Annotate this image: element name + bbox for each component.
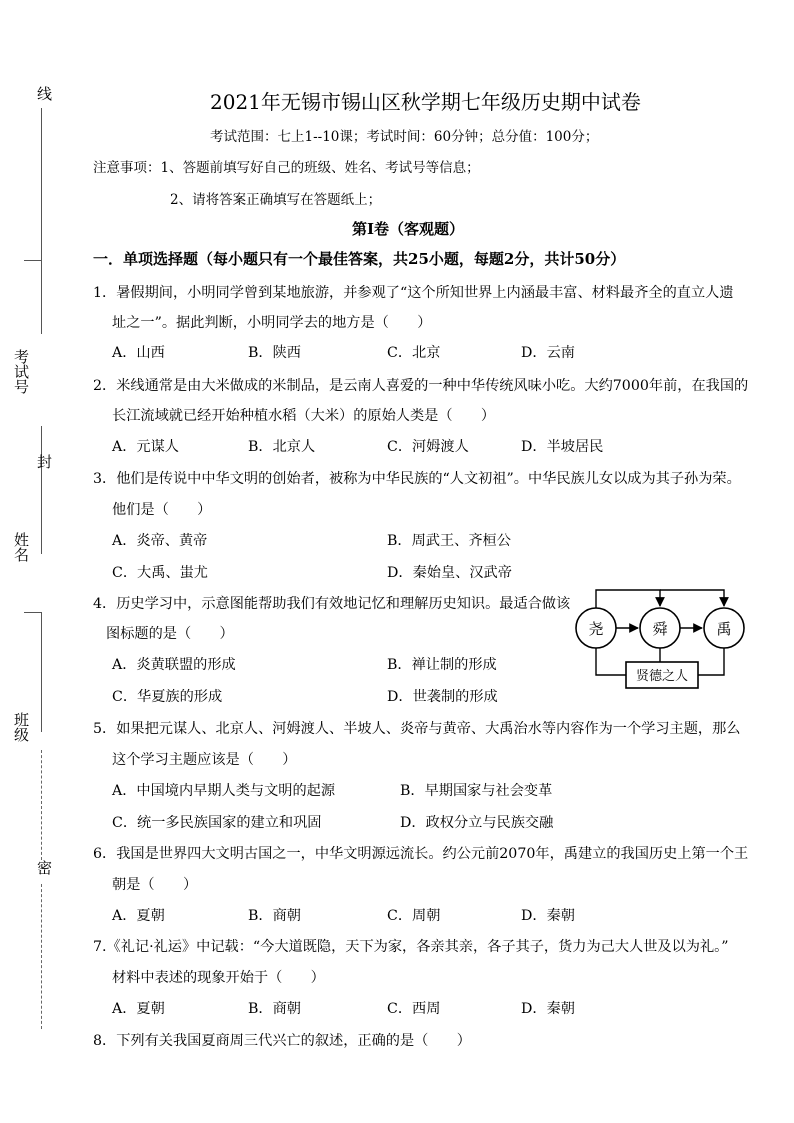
sidebar-seal-label: 封 [35, 454, 53, 469]
abdication-diagram [572, 584, 752, 694]
q6-option-a: A．夏朝 [112, 908, 165, 924]
question-4-line-2: 图标题的是（ ） [106, 626, 234, 642]
q6-option-d: D．秦朝 [521, 908, 575, 924]
line-yao-box [596, 648, 626, 675]
sidebar-line-mid2 [41, 478, 42, 554]
question-5-line-2: 这个学习主题应该是（ ） [112, 752, 297, 768]
sidebar-dash-1 [41, 750, 42, 860]
q3-option-a: A．炎帝、黄帝 [112, 533, 208, 549]
sidebar-tick-2 [24, 612, 42, 613]
q5-option-a: A．中国境内早期人类与文明的起源 [112, 783, 336, 799]
line-box-yu [698, 648, 724, 675]
q1-option-c: C．北京 [387, 345, 441, 361]
q7-option-c: C．西周 [387, 1001, 441, 1017]
question-8-line-1: 8．下列有关我国夏商周三代兴亡的叙述，正确的是（ ） [93, 1033, 471, 1049]
question-1-line-1: 1．暑假期间，小明同学曾到某地旅游，并参观了“这个所知世界上内涵最丰富、材料最齐全的直立人遗 [93, 285, 734, 301]
sidebar-class-label: 班级 [12, 712, 30, 742]
q7-option-d: D．秦朝 [521, 1001, 575, 1017]
exam-info: 考试范围：七上1--10课；考试时间：60分钟；总分值：100分； [210, 129, 599, 145]
question-7-line-2: 材料中表述的现象开始于（ ） [112, 970, 325, 986]
q2-option-c: C．河姆渡人 [387, 439, 469, 455]
sidebar-line-top [41, 108, 42, 334]
q2-option-b: B．北京人 [248, 439, 316, 455]
arrow-top-shun-yu [660, 590, 724, 606]
q7-option-b: B．商朝 [248, 1001, 301, 1017]
sidebar-name-label: 姓名 [12, 532, 30, 562]
part-heading: 第Ⅰ卷（客观题） [352, 220, 465, 238]
question-2-line-2: 长江流域就已经开始种植水稻（大米）的原始人类是（ ） [112, 408, 496, 424]
q4-option-c: C．华夏族的形成 [112, 689, 223, 705]
question-3-line-1: 3．他们是传说中中华文明的创始者，被称为中华民族的“人文初祖”。中华民族儿女以成为其子孙为荣。 [93, 471, 741, 487]
sidebar-line-mid1 [41, 426, 42, 478]
question-3-line-2: 他们是（ ） [112, 502, 212, 518]
yao-label: 尧 [588, 620, 604, 638]
question-6-line-2: 朝是（ ） [112, 877, 198, 893]
exam-title: 2021年无锡市锡山区秋学期七年级历史期中试卷 [210, 90, 641, 114]
notice-line-2: 2、请将答案正确填写在答题纸上； [170, 192, 382, 208]
sidebar-tick-1 [24, 260, 42, 261]
yu-label: 禹 [716, 620, 732, 638]
q2-option-d: D．半坡居民 [521, 439, 604, 455]
question-4-line-1: 4．历史学习中，示意图能帮助我们有效地记忆和理解历史知识。最适合做该 [93, 596, 571, 612]
q5-option-c: C．统一多民族国家的建立和巩固 [112, 815, 322, 831]
q4-option-b: B．禅让制的形成 [387, 657, 497, 673]
arrow-top-yao-shun [596, 590, 660, 608]
question-2-line-1: 2．米线通常是由大米做成的米制品，是云南人喜爱的一种中华传统风味小吃。大约7000年前，在我国的 [93, 378, 749, 394]
q1-option-d: D．云南 [521, 345, 575, 361]
q5-option-b: B．早期国家与社会变革 [400, 783, 553, 799]
q6-option-b: B．商朝 [248, 908, 301, 924]
q3-option-b: B．周武王、齐桓公 [387, 533, 511, 549]
shun-label: 舜 [652, 620, 668, 638]
sidebar-line-label: 线 [35, 86, 53, 101]
q4-option-a: A．炎黄联盟的形成 [112, 657, 236, 673]
sidebar-secret-label: 密 [35, 860, 53, 875]
question-1-line-2: 址之一”。据此判断，小明同学去的地方是（ ） [112, 315, 432, 331]
q3-option-d: D．秦始皇、汉武帝 [387, 565, 512, 581]
q6-option-c: C．周朝 [387, 908, 441, 924]
q7-option-a: A．夏朝 [112, 1001, 165, 1017]
question-6-line-1: 6．我国是世界四大文明古国之一，中华文明源远流长。约公元前2070年，禹建立的我国历史上第一个王 [93, 846, 749, 862]
question-5-line-1: 5．如果把元谋人、北京人、河姆渡人、半坡人、炎帝与黄帝、大禹治水等内容作为一个学习主题，那么 [93, 721, 741, 737]
sidebar-exam-no-label: 考试号 [12, 349, 30, 394]
q5-option-d: D．政权分立与民族交融 [400, 815, 554, 831]
q1-option-a: A．山西 [112, 345, 165, 361]
section-heading: 一．单项选择题（每小题只有一个最佳答案，共25小题，每题2分，共计50分） [93, 250, 626, 268]
sidebar-line-mid3 [41, 612, 42, 732]
virtuous-label: 贤德之人 [635, 669, 689, 684]
q1-option-b: B．陕西 [248, 345, 301, 361]
sidebar-dash-2 [41, 884, 42, 1029]
q4-option-d: D．世袭制的形成 [387, 689, 498, 705]
q2-option-a: A．元谋人 [112, 439, 179, 455]
q3-option-c: C．大禹、蚩尤 [112, 565, 208, 581]
notice-line-1: 注意事项：1、答题前填写好自己的班级、姓名、考试号等信息； [93, 160, 480, 176]
question-7-line-1: 7.《礼记·礼运》中记载：“今大道既隐，天下为家，各亲其亲，各子其子，货力为己大人世及以为礼。” [93, 939, 729, 955]
